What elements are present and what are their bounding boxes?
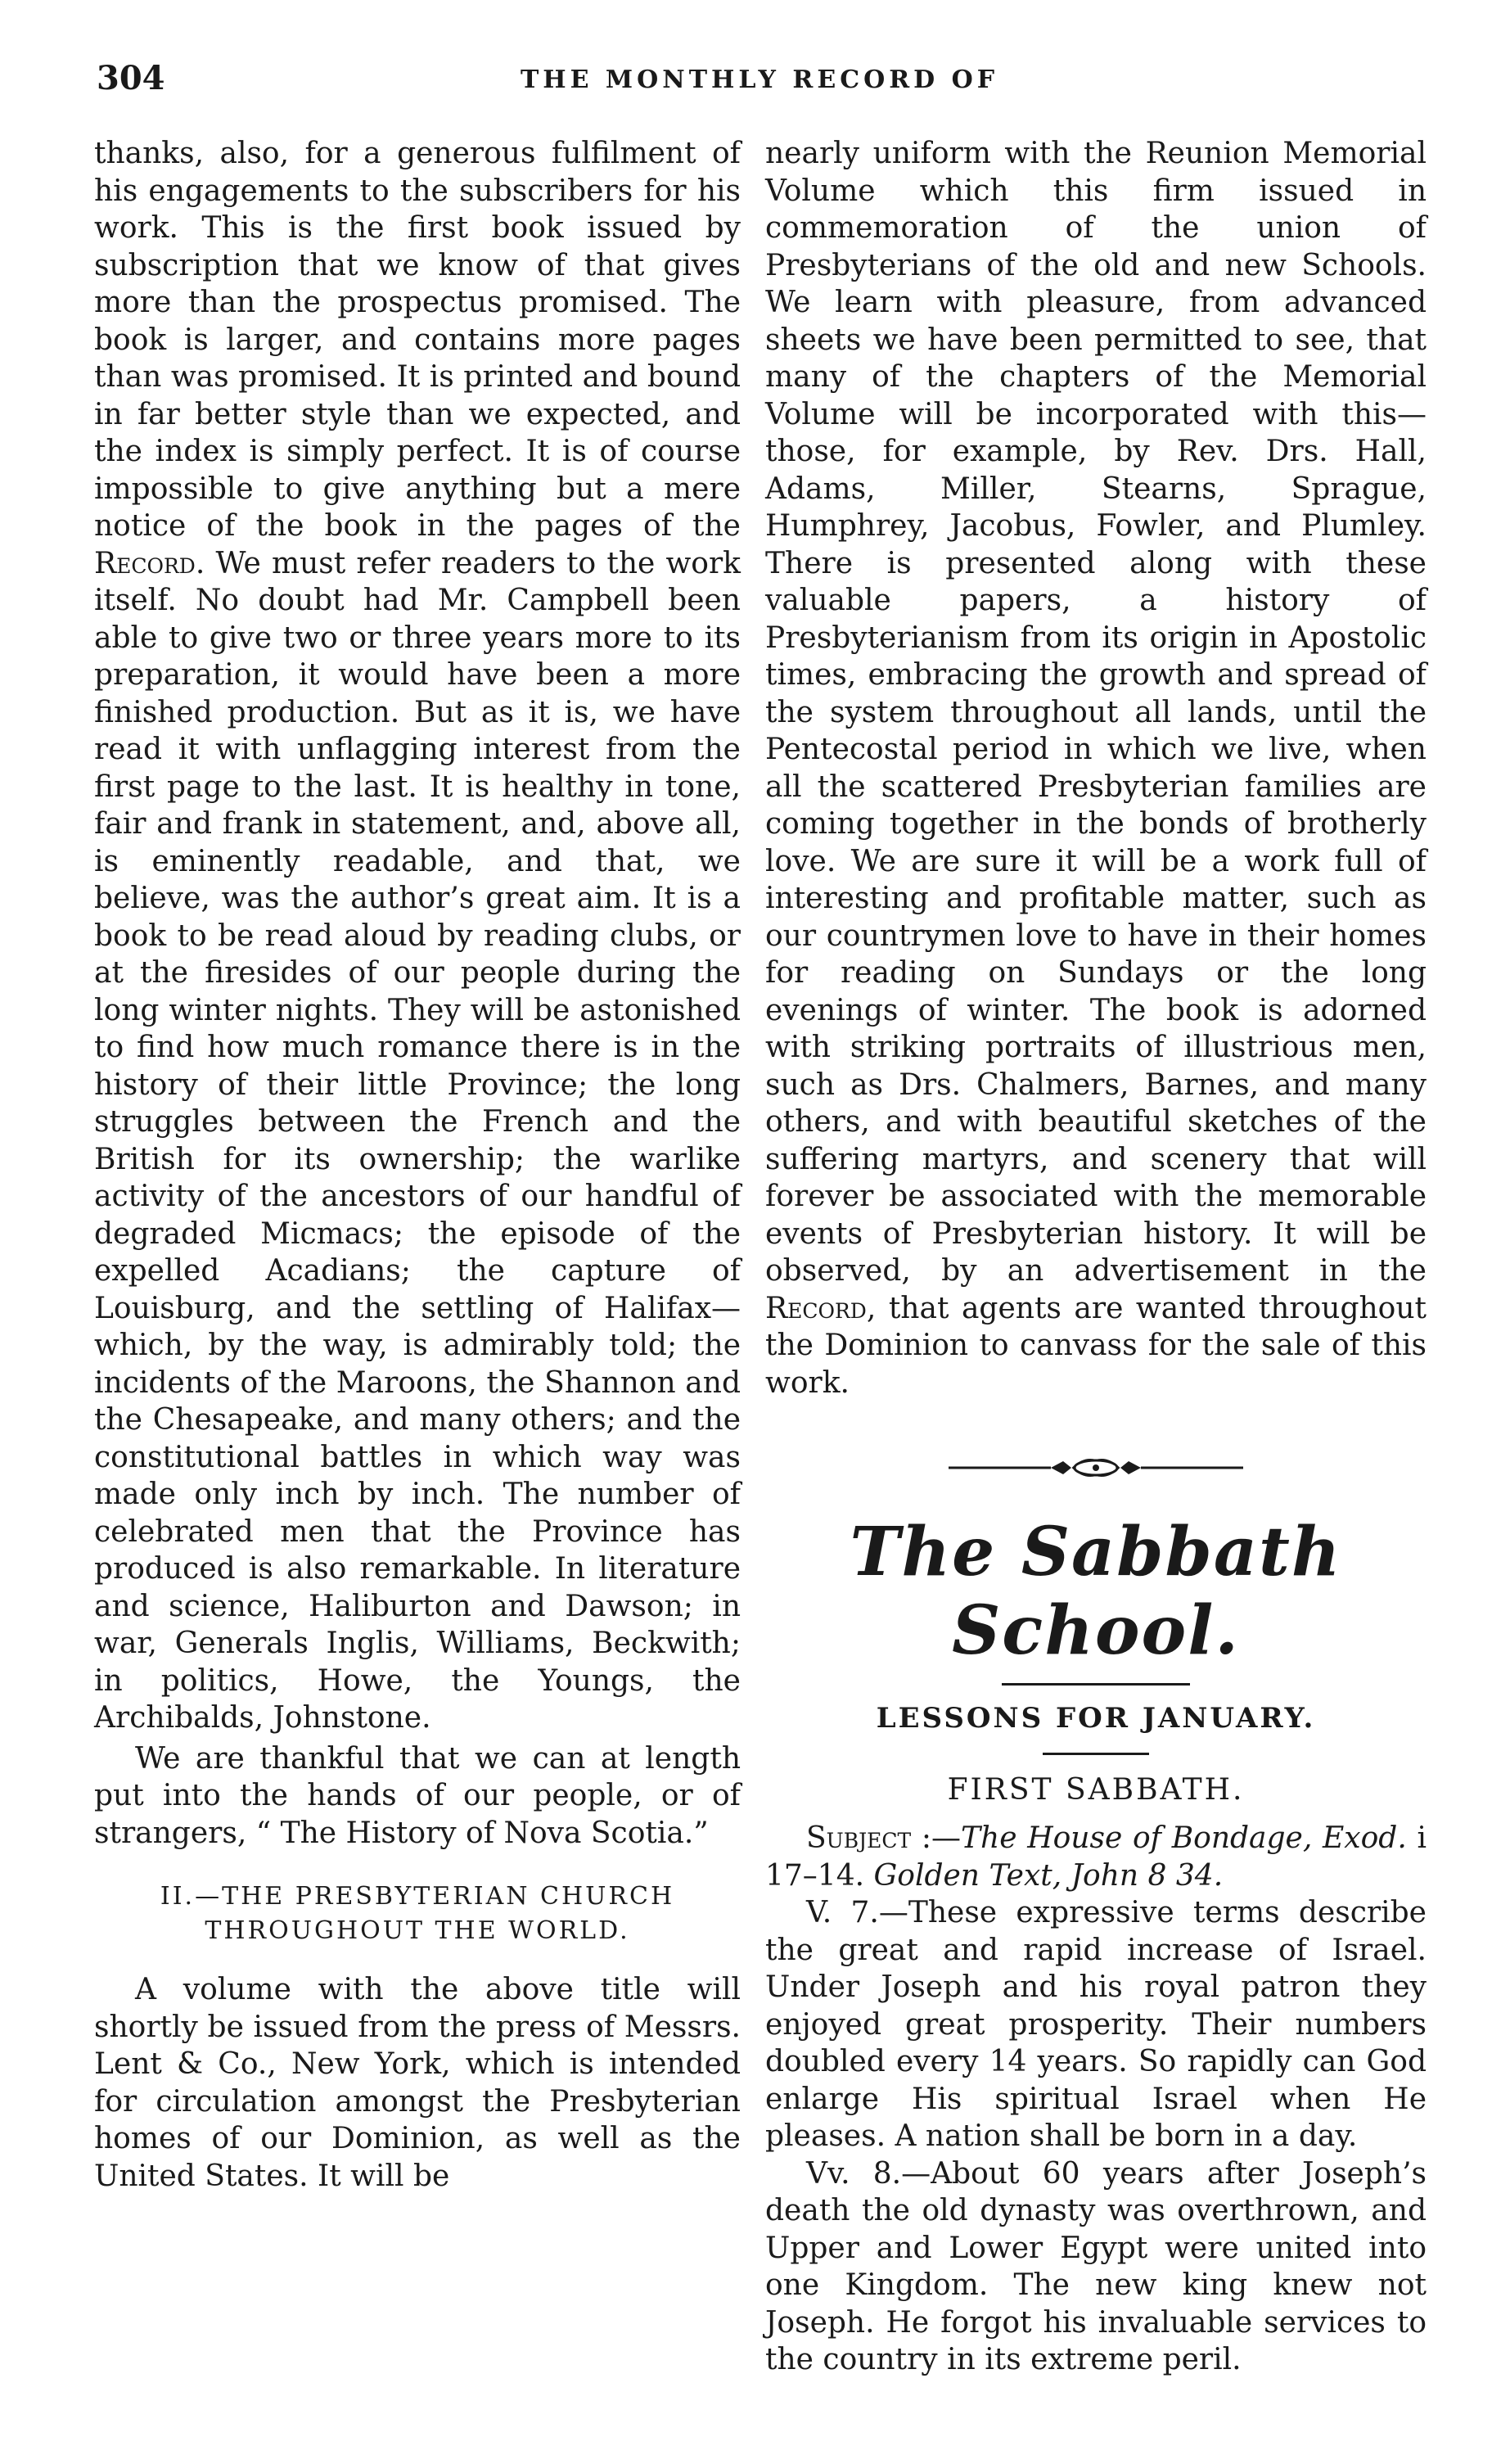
paragraph-thanks: We are thankful that we can at length put into the hands of our people, or of strangers, “ The History of Nova Scotia.” <box>94 1741 741 1850</box>
paragraph-history-review <box>94 135 741 1737</box>
lesson-subject <box>765 1820 1427 1894</box>
verse-7-commentary: V. 7.—These expressive terms describe the great and rapid increase of Israel. Under Joseph and his royal patron they enjoyed great prosperity. Their numbers doubled every 14 years. So rapidly can God enlarge His spiritual Israel when He pleases. A nation shall be born in a day. <box>765 1896 1427 2153</box>
record-smallcaps: Record <box>765 1291 867 1325</box>
ornamental-divider <box>765 1455 1427 1483</box>
text-run: , that agents are wanted throughout the Dominion to canvass for the sale of this work. <box>765 1291 1427 1400</box>
ornament-icon <box>949 1455 1243 1480</box>
subject-title: The House of Bondage, Exod. <box>961 1821 1407 1855</box>
section-heading-line: THROUGHOUT THE WORLD. <box>205 1916 630 1945</box>
right-column <box>765 135 1427 2379</box>
paragraph-volume-continued <box>765 135 1427 1401</box>
page-number: 304 <box>97 59 165 97</box>
subject-label: Subject <box>806 1821 912 1855</box>
page-header <box>97 59 1422 116</box>
verse-8-commentary: Vv. 8.—About 60 years after Joseph’s death the old dynasty was overthrown, and Upper and Lower Egypt were united into one Kingdom. The new king knew not Joseph. He forgot his invaluable services to the country in its extreme peril. <box>765 2156 1427 2376</box>
sabbath-school-title: The Sabbath School. <box>850 1513 1342 1670</box>
text-run: . We must refer readers to the work itself. No doubt had Mr. Campbell been able to give two or three years more to its preparation, it would have been a more finished production. But as it is, we have read it with unflagging interest from the first page to the last. It is healthy in tone, fair and frank in statement, and, above all, is eminently readable, and that, we believe, was the author’s great aim. It is a book to be read aloud by reading clubs, or at the firesides of our people during the long winter nights. They will be astonished to find how much romance there is in the history of their little Province; the long struggles between the French and the British for its ownership; the warlike activity of the ancestors of our handful of degraded Micmacs; the episode of the expelled Acadians; the capture of Louisburg, and the settling of Halifax—which, by the way, is admirably told; the incidents of the Maroons, the Shannon and the Chesapeake, and many others; and the constitutional battles in which way was made only inch by inch. The number of celebrated men that the Province has produced is also remarkable. In literature and science, Haliburton and Dawson; in war, Generals Inglis, Williams, Beckwith; in politics, Howe, the Youngs, the Archibalds, Johnstone. <box>94 546 741 1735</box>
text-run: thanks, also, for a generous fulfilment of his engagements to the subscribers for his work. This is the first book issued by subscription that we know of that gives more than the prospectus promised. The book is larger, and contains more pages than was promised. It is printed and bound in far better style than we expected, and the index is simply perfect. It is of course impossible to give anything but a mere notice of the book in the pages of the <box>94 137 741 543</box>
record-smallcaps: Record <box>94 546 196 580</box>
first-sabbath-heading: FIRST SABBATH. <box>947 1773 1245 1807</box>
paragraph-volume: A volume with the above title will shortly be issued from the press of Messrs. Lent & Co., New York, which is intended for circulation amongst the Presbyterian homes of our Dominion, as well as the United States. It will be <box>94 1973 741 2193</box>
divider-rule <box>1043 1753 1149 1755</box>
section-heading <box>94 1880 741 1948</box>
divider-rule <box>1002 1683 1190 1686</box>
text-run: :— <box>911 1821 962 1855</box>
left-column <box>94 135 741 2195</box>
text-run: nearly uniform with the Reunion Memorial Volume which this firm issued in commemoration of the union of Presbyterians of the old and new Schools. We learn with pleasure, from advanced sheets we have been permitted to see, that many of the chapters of the Memorial Volume will be incorporated with this—those, for example, by Rev. Drs. Hall, Adams, Miller, Stearns, Sprague, Humphrey, Jacobus, Fowler, and Plumley. There is presented along with these valuable papers, a history of Presbyterianism from its origin in Apostolic times, embracing the growth and spread of the system throughout all lands, until the Pentecostal period in which we live, when all the scattered Presbyterian families are coming together in the bonds of brotherly love. We are sure it will be a work full of interesting and profitable matter, such as our countrymen love to have in their homes for reading on Sundays or the long evenings of winter. The book is adorned with striking portraits of illustrious men, such as Drs. Chalmers, Barnes, and many others, and with beautiful sketches of the suffering martyrs, and scenery that will forever be associated with the memorable events of Presbyterian history. It will be observed, by an advertisement in the <box>765 137 1427 1288</box>
golden-text: Golden Text, John 8 34. <box>873 1858 1224 1893</box>
subject-reference: i 17–14. <box>765 1821 1427 1893</box>
lessons-heading: LESSONS FOR JANUARY. <box>876 1702 1316 1735</box>
running-title: THE MONTHLY RECORD OF <box>520 65 999 94</box>
section-heading-line: II.—THE PRESBYTERIAN CHURCH <box>160 1882 675 1911</box>
